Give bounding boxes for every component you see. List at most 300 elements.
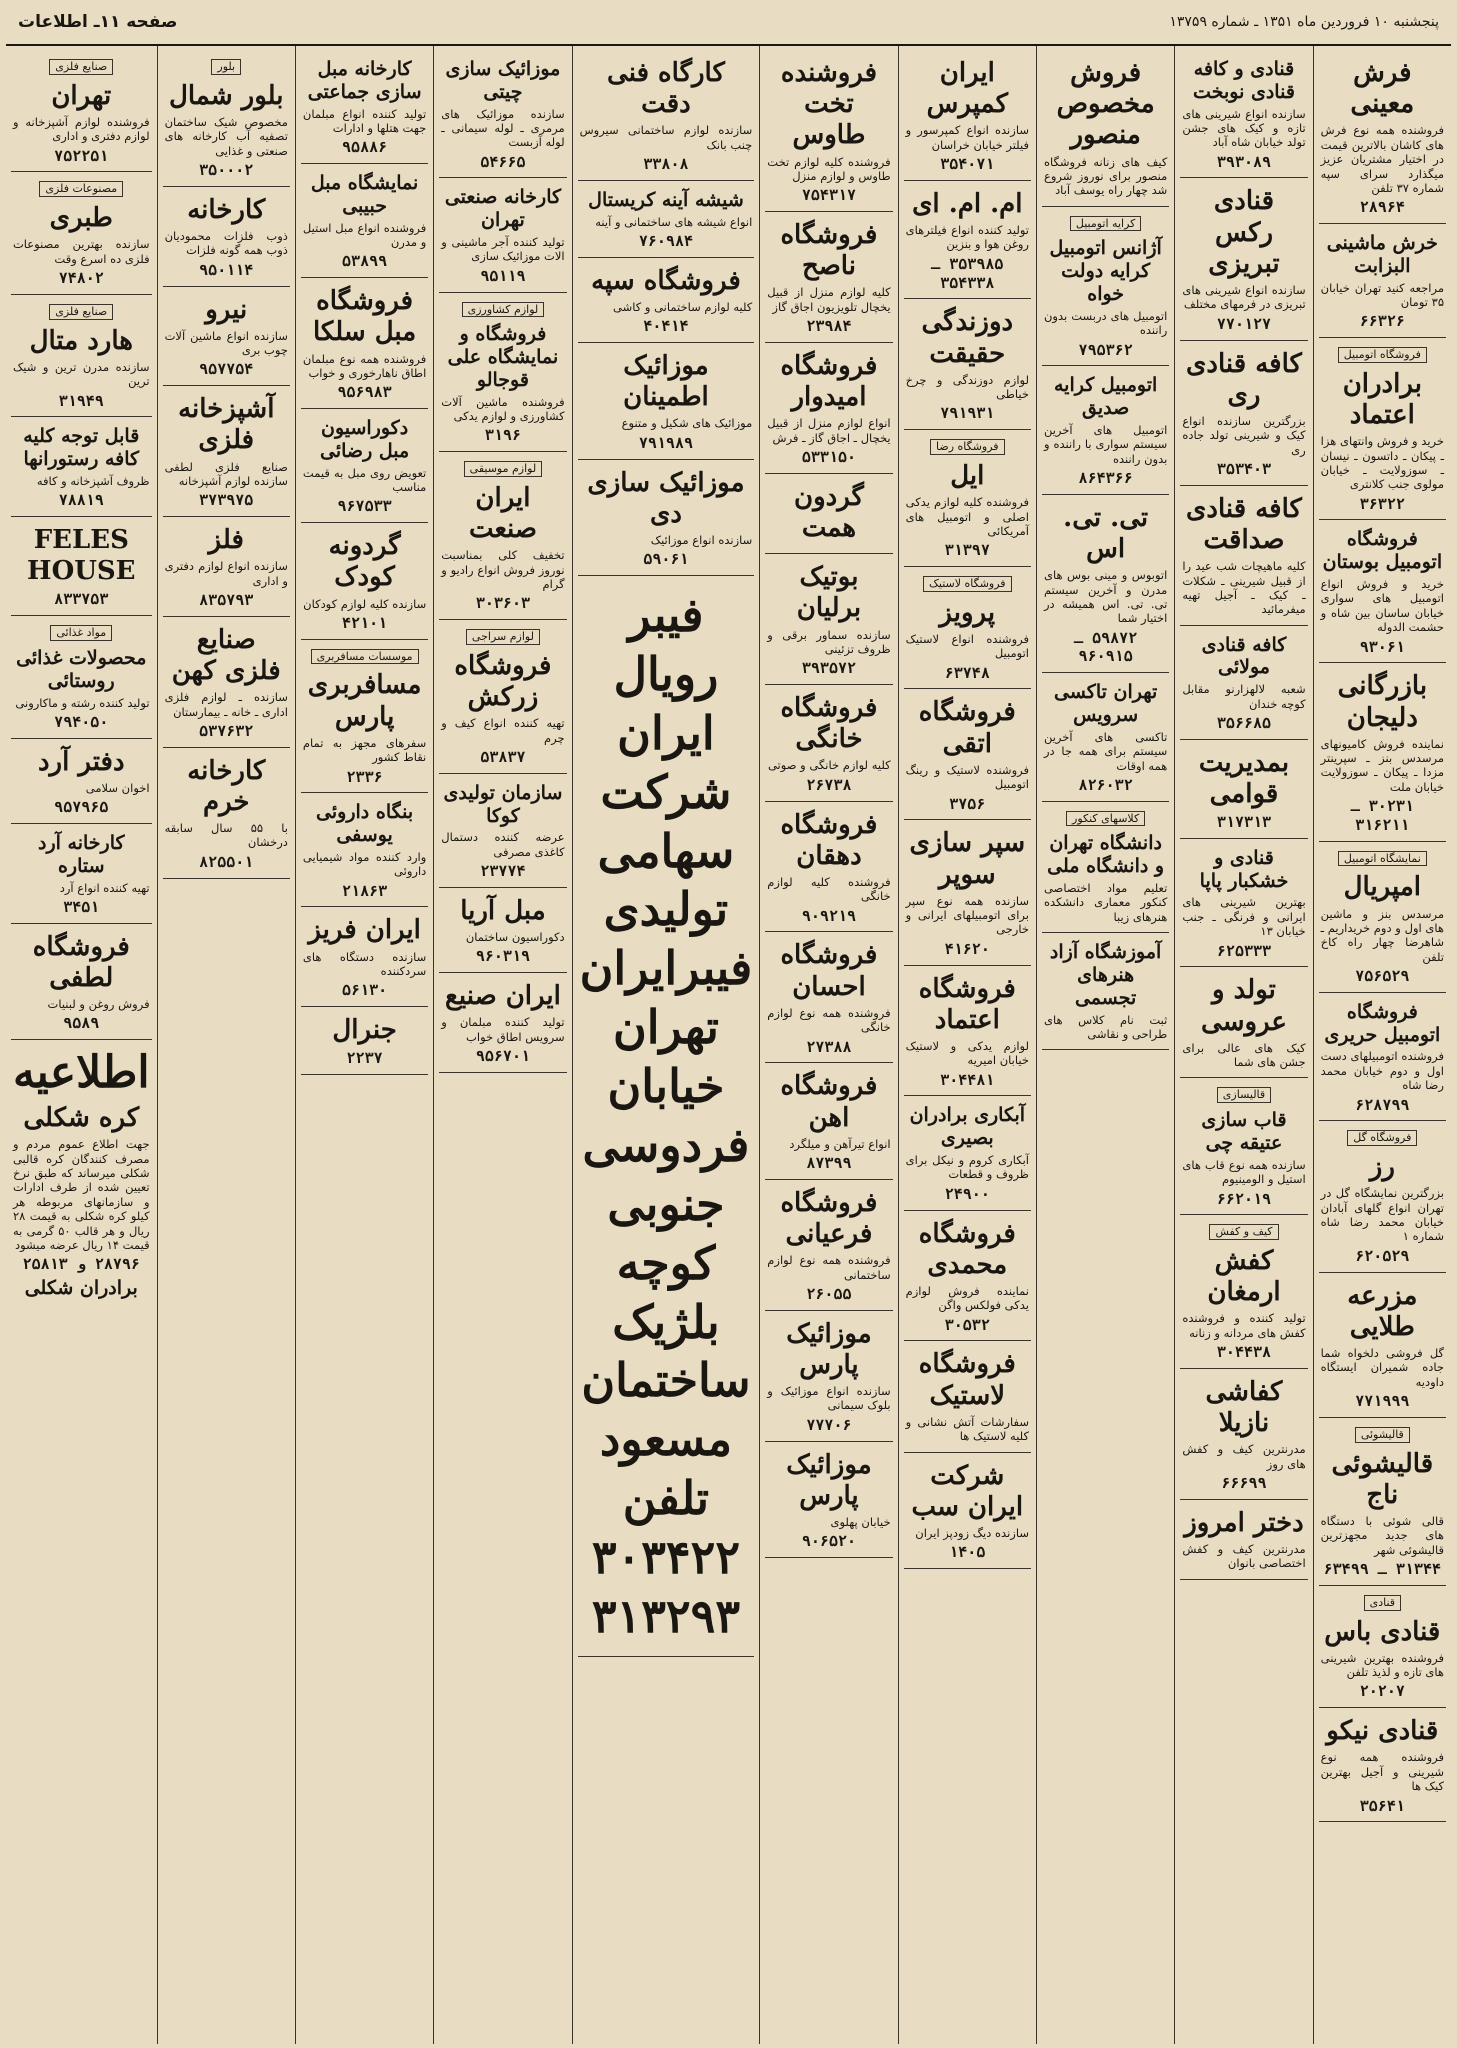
classified-ad xyxy=(301,640,428,794)
ad-body: کلیه ماهیچات شب عید را از قبیل شیرینی ـ شکلات ـ کیک ـ آجیل تهیه میفرمائید xyxy=(1182,559,1306,617)
ad-title: کارگاه فنی دقت xyxy=(607,58,725,120)
ad-title: قنادی و خشکبار پاپا xyxy=(1199,846,1289,892)
page-header xyxy=(6,0,1451,46)
ad-body: کلیه لوازم ساختمانی و کاشی xyxy=(613,299,753,314)
ad-phone: ۸۳۳۷۵۳ xyxy=(54,590,109,609)
ad-phone: ۳۶۳۲۲ xyxy=(1359,494,1405,513)
ad-body: سفارشات آتش نشانی و کلیه لاستیک ها xyxy=(905,1414,1029,1444)
classified-ad xyxy=(1180,50,1307,178)
classified-ad xyxy=(439,293,566,453)
ad-phone: ۷۹۱۹۸۹ xyxy=(638,433,694,452)
ad-phone: ۶۲۰۵۲۹ xyxy=(1355,1246,1410,1265)
ad-title: آژانس اتومبیل کرایه دولت خواه xyxy=(1049,237,1162,306)
ad-title: ایران فریز xyxy=(308,915,421,946)
ad-phone: ۲۳۳۶ xyxy=(346,767,383,786)
ad-body: سازنده انواع موزائیک و بلوک سیمانی xyxy=(767,1384,891,1413)
ad-body: تهیه کننده انواع آرد xyxy=(59,880,150,895)
classified-ad xyxy=(1319,1708,1446,1822)
ad-body: فروشنده همه نوع فرش های کاشان بالاترین قیمت در اختیار مشتریان عزیز میگذارد سرای سپه شماره ۳۷ تلفن xyxy=(1320,123,1444,195)
ad-body: وارد کننده مواد شیمیایی داروئی xyxy=(302,849,427,879)
ad-title: تی. تی. اس xyxy=(1063,502,1149,564)
ad-body: کیک های عالی برای جشن های شما xyxy=(1182,1040,1306,1070)
notice-phone: ۲۸۷۹۶ و ۲۵۸۱۳ xyxy=(22,1255,140,1274)
fiber-iran-line: جنوبی xyxy=(607,1176,725,1231)
classified-ad xyxy=(578,343,755,460)
ad-body: لوازم دوزندگی و چرخ خیاطی xyxy=(905,372,1029,402)
ad-body: فروشنده بهترین شیرینی های تازه و لذیذ تلفن xyxy=(1320,1650,1444,1680)
classified-ad xyxy=(1319,224,1446,338)
ad-phone: ۶۳۷۴۸ xyxy=(944,663,990,682)
ad-category: فروشگاه لاستیک xyxy=(923,576,1012,592)
classified-ad xyxy=(11,517,152,616)
ad-body: سازنده همه نوع سپر برای اتومبیلهای ایرانی و خارجی xyxy=(905,893,1029,937)
ad-body: ذوب فلزات محمودیان ذوب همه گونه فلزات xyxy=(164,229,288,258)
ad-body: سازنده انواع شیرینی های تبریزی در فرمهای مختلف xyxy=(1182,283,1306,312)
ad-category: مواد غذائی xyxy=(50,625,112,641)
classified-ad xyxy=(765,1180,892,1311)
classified-ad xyxy=(1180,178,1307,340)
ad-title: بنگاه داروئی یوسفی xyxy=(316,801,414,847)
ad-columns xyxy=(6,46,1451,2044)
ad-title: فروشگاه محمدی xyxy=(918,1218,1016,1280)
classified-ad xyxy=(578,181,755,258)
ad-body: نماینده فروش لوازم یدکی فولکس واگن xyxy=(905,1283,1029,1313)
ad-phone: ۹۶۰۳۱۹ xyxy=(475,947,531,966)
classified-ad xyxy=(301,278,428,409)
ad-category: نمایشگاه اتومبیل xyxy=(1338,851,1427,867)
ad-body: کیف های زنانه فروشگاه منصور برای نوروز شروع شد چهار راه یوسف آباد xyxy=(1043,154,1168,198)
ad-phone: ۲۶۷۳۸ xyxy=(806,775,852,794)
ad-phone: ۳۵۶۶۸۵ xyxy=(1216,714,1272,732)
classified-ad xyxy=(1319,993,1446,1121)
ad-category: لوازم کشاورزی xyxy=(462,302,545,318)
ad-title: آبکاری برادران بصیری xyxy=(909,1104,1026,1150)
ad-category: موسسات مسافربری xyxy=(311,649,419,665)
classified-ad xyxy=(765,802,892,933)
ad-body: بزرگترین نمایشگاه گل در تهران انواع گلهای آبادان خیابان محمد رضا شاه شماره ۱ xyxy=(1320,1186,1444,1244)
classified-ad xyxy=(11,417,152,517)
ad-phone: ۶۶۳۲۶ xyxy=(1359,312,1405,331)
ad-title: گردونه کودک xyxy=(328,531,401,593)
ad-phone: ۹۰۶۵۲۰ xyxy=(801,1532,857,1551)
ad-title: ایران کمپرس xyxy=(926,58,1008,120)
ad-title: فروشگاه احسان xyxy=(780,940,878,1002)
classified-ad xyxy=(578,460,755,577)
ad-body: انواع لوازم منزل از قبیل یخچال ـ اجاق گاز ـ فرش xyxy=(767,416,891,445)
fiber-iran-phone: ۳۱۳۲۹۳ xyxy=(591,1588,741,1643)
ad-phone: ۳۳۸۰۸ xyxy=(643,155,689,174)
ad-phone: ۳۱۳۹۷ xyxy=(944,541,990,560)
ad-phone: ۴۰۴۱۴ xyxy=(643,317,689,336)
ad-body: سازنده مدرن ترین و شیک ترین xyxy=(12,359,150,389)
fiber-iran-line: فردوسی xyxy=(582,1117,750,1172)
ad-category: صنایع فلزی xyxy=(49,59,113,75)
ad-phone: ۸۶۴۳۶۶ xyxy=(1078,469,1133,488)
ad-title: فروشگاه زرکش xyxy=(454,650,552,713)
ad-phone: ۹۵۸۹ xyxy=(63,1014,100,1033)
ad-title: ایران صنیع xyxy=(445,981,561,1012)
ad-category: قالیسازی xyxy=(1217,1087,1271,1103)
ad-title: کافه قنادی مولائی xyxy=(1201,633,1287,679)
ad-body: با ۵۵ سال سابقه درخشان xyxy=(164,821,288,850)
classified-ad xyxy=(765,685,892,802)
classified-ad xyxy=(11,295,152,417)
ad-phone: ۶۲۵۳۳۳ xyxy=(1216,941,1272,960)
ad-title: تهران تاکسی سرویس xyxy=(1053,681,1158,726)
ad-title: نمایشگاه مبل حبیبی xyxy=(310,172,419,217)
ad-phone: ۸۷۳۹۹ xyxy=(806,1154,852,1173)
ad-phone: ۹۵۶۷۰۱ xyxy=(475,1047,531,1066)
ad-body: سازنده لوازم ساختمانی سیروس چنب بانک xyxy=(579,123,753,152)
ad-body: سفرهای مجهز به تمام نقاط کشور xyxy=(302,735,427,765)
ad-category: لوازم موسیقی xyxy=(464,461,543,477)
ad-body: سازنده انواع موزائیک xyxy=(650,532,753,547)
ad-phone: ۳۰۴۴۸۱ xyxy=(940,1070,995,1089)
ad-body: تعویض روی مبل به قیمت مناسب xyxy=(302,465,427,495)
classified-ad xyxy=(1180,839,1307,967)
ad-title: فروشگاه سپه xyxy=(591,265,741,296)
ad-title: کفش ارمغان xyxy=(1207,1246,1281,1308)
fiber-iran-ad xyxy=(578,576,755,1657)
ad-title: امپریال xyxy=(1343,872,1422,903)
ad-title: قنادی رکس تبریزی xyxy=(1208,186,1280,279)
ad-body: سازنده موزائیک های مرمری ـ لوله سیمانی ـ لوله آزبست xyxy=(441,106,565,150)
classified-ad xyxy=(904,1453,1031,1570)
ad-title: دوزندگی حقیقت xyxy=(921,307,1014,369)
ad-body: کلیه لوازم خانگی و صوتی xyxy=(767,758,891,773)
ad-body: فروشنده کلیه لوازم تخت طاوس و لوازم منزل xyxy=(767,154,891,183)
ad-phone: ۳۹۳۰۸۹ xyxy=(1216,152,1272,171)
classified-ad xyxy=(1042,207,1169,367)
classified-ad xyxy=(439,973,566,1073)
classified-ad xyxy=(904,567,1031,689)
ad-body: سازنده انواع کمپرسور و فیلتر خیابان خراسان xyxy=(905,123,1029,152)
ad-body: لوازم یدکی و لاستیک خیابان امیریه xyxy=(905,1038,1029,1068)
ad-title: قالیشوئی ناج xyxy=(1331,1448,1434,1510)
page-label: صفحه ۱۱ـ اطلاعات xyxy=(18,12,178,32)
ad-body: موزائیک های شکیل و متنوع xyxy=(621,416,753,431)
ad-phone: ۷۴۸۰۲ xyxy=(58,269,104,288)
ad-title: مسافربری پارس xyxy=(307,670,422,732)
ad-body: سازنده کلیه لوازم کودکان xyxy=(303,596,427,611)
fiber-iran-line: خیابان xyxy=(607,1059,725,1114)
ad-title: پرویز xyxy=(939,597,996,628)
ad-body: تولید کننده مبلمان و سرویس اطاق خواب xyxy=(441,1015,565,1044)
ad-phone: ۵۳۸۹۹ xyxy=(342,252,388,271)
ad-category: کیف و کفش xyxy=(1209,1224,1278,1240)
ad-phone: ۳۷۳۹۷۵ xyxy=(199,491,254,510)
ad-title: دکوراسیون مبل رضائی xyxy=(320,417,410,462)
ad-title: موزائیک سازی چیتی xyxy=(445,58,561,103)
ad-title: تولد و عروسی xyxy=(1201,975,1287,1037)
ad-body: خیابان پهلوی xyxy=(830,1514,891,1529)
ad-title: صنایع فلزی کهن xyxy=(171,624,281,686)
ad-phone: ۲۶۰۵۵ xyxy=(806,1284,852,1303)
classified-ad xyxy=(765,1311,892,1442)
ad-phone: ۳۵۶۴۱ xyxy=(1359,1796,1405,1815)
ad-title: کارخانه مبل سازی جماعتی xyxy=(307,58,422,103)
ad-title: رز xyxy=(1369,1152,1395,1183)
ad-title: فروشگاه اهن xyxy=(780,1071,878,1133)
ad-body: فروشنده انواع مبل استیل و مدرن xyxy=(302,220,427,250)
ad-body: تهیه کننده انواع کیف و چرم xyxy=(441,716,565,745)
column-5 xyxy=(759,46,897,2044)
ad-title: بازرگانی دلیجان xyxy=(1337,671,1428,733)
ad-category: مصنوعات فلزی xyxy=(39,181,123,197)
ad-category: بلور xyxy=(211,59,241,75)
ad-phone: ۴۲۱۰۱ xyxy=(342,613,388,632)
ad-body: انواع شیشه های ساختمانی و آینه xyxy=(595,214,753,229)
ad-title: سازمان تولیدی کوکا xyxy=(443,781,563,827)
ad-phone: ۲۸۹۶۴ xyxy=(1359,198,1405,217)
classified-ad xyxy=(578,258,755,343)
ad-body: بهترین شیرینی های ایرانی و فرنگی ـ جنب خیابان ۱۳ xyxy=(1182,895,1306,939)
ad-phone: ۲۷۳۸۸ xyxy=(806,1037,852,1056)
ad-body: فروشنده همه نوع شیرینی و آجیل بهترین کیک ها xyxy=(1320,1750,1444,1794)
ad-phone: ۳۵۴۰۷۱ xyxy=(940,155,995,174)
column-1 xyxy=(1313,46,1451,2044)
ad-title: مبل آریا xyxy=(460,895,546,926)
ad-body: فروشنده اتومبیلهای دست اول و دوم خیابان محمد رضا شاه xyxy=(1320,1049,1444,1093)
ad-phone: ۷۵۶۵۲۹ xyxy=(1355,967,1410,986)
classified-ad xyxy=(765,932,892,1063)
ad-body: صنایع فلزی لطفی سازنده لوازم آشپزخانه xyxy=(164,459,288,488)
ad-phone: ۵۹۸۷۲ ـ ۹۶۰۹۱۵ xyxy=(1074,628,1138,666)
ad-body: فروش روغن و لبنیات xyxy=(47,997,150,1012)
ad-title: آموزشگاه آزاد هنرهای تجسمی xyxy=(1049,941,1162,1009)
classified-ad xyxy=(904,430,1031,567)
ad-phone: ۷۹۵۳۶۲ xyxy=(1078,340,1133,359)
ad-title: بوتیک برلیان xyxy=(796,562,862,624)
ad-title: کافه قنادی ری xyxy=(1186,348,1302,410)
ad-title: آشپزخانه فلزی xyxy=(178,394,275,456)
ad-body: تولید کننده و فروشنده کفش های مردانه و زنانه xyxy=(1182,1311,1306,1340)
ad-body: قالی شوئی با دستگاه های جدید مجهزترین قالیشوئی شهر xyxy=(1320,1513,1444,1557)
ad-title: فروشگاه لطفی xyxy=(32,931,130,993)
ad-body: مدرنترین کیف و کفش های روز xyxy=(1182,1442,1306,1471)
ad-category: فروشگاه رضا xyxy=(930,439,1005,455)
classified-ad xyxy=(1319,842,1446,993)
ad-body: اتومبیل های آخرین سیستم سواری با راننده و بدون راننده xyxy=(1043,422,1168,466)
ad-title: کارخانه xyxy=(187,194,266,225)
classified-ad xyxy=(301,793,428,907)
classified-ad xyxy=(163,187,290,287)
ad-phone: ۳۰۳۶۰۳ xyxy=(475,594,531,613)
ad-body: تولید کننده آجر ماشینی و الات موزائیک سازی xyxy=(441,235,565,264)
ad-phone: ۳۵۳۴۰۳ xyxy=(1216,460,1272,479)
ad-body: انواع تیرآهن و میلگرد xyxy=(789,1136,891,1151)
ad-title: قنادی باس xyxy=(1324,1616,1441,1647)
ad-body: تولید کننده انواع فیلترهای روغن هوا و بنزین xyxy=(905,223,1029,252)
ad-phone: ۴۱۶۲۰ xyxy=(944,939,990,958)
ad-phone: ۳۵۰۰۰۲ xyxy=(199,161,254,180)
ad-phone: ۳۵۳۹۸۵ ـ ۳۵۴۳۳۸ xyxy=(931,254,1004,292)
fiber-iran-line: ایران xyxy=(617,705,715,760)
ad-phone: ۷۷۱۹۹۹ xyxy=(1355,1392,1410,1411)
ad-title: موزائیک پارس xyxy=(786,1318,872,1380)
ad-phone: ۹۶۷۵۳۳ xyxy=(337,497,392,516)
classified-ad xyxy=(765,50,892,212)
classified-ad xyxy=(11,172,152,294)
ad-title: دختر امروز xyxy=(1184,1507,1304,1538)
classified-ad xyxy=(904,299,1031,430)
column-6 xyxy=(572,46,760,2044)
classified-ad xyxy=(163,748,290,879)
ad-body: فروشنده همه نوع لوازم ساختمانی xyxy=(767,1253,891,1282)
ad-body: سازنده انواع لوازم دفتری و اداری xyxy=(164,559,288,588)
column-3 xyxy=(1036,46,1174,2044)
ad-title: فروشگاه امیدوار xyxy=(780,350,878,413)
ad-phone: ۶۶۶۹۹ xyxy=(1221,1474,1267,1493)
ad-body: سازنده سماور برقی و ظروف تزئینی xyxy=(767,627,891,656)
column-8 xyxy=(295,46,433,2044)
ad-category: صنایع فلزی xyxy=(49,304,113,320)
classified-ad xyxy=(301,907,428,1007)
ad-body: فروشنده همه نوع لوازم خانگی xyxy=(767,1005,891,1035)
ad-phone: ۹۵۷۹۶۵ xyxy=(54,798,109,817)
ad-body: سازنده دیگ زودپز ایران xyxy=(915,1525,1029,1540)
ad-title: موزائیک پارس xyxy=(786,1449,872,1511)
classified-ad xyxy=(1180,1078,1307,1215)
notice-title: اطلاعیه xyxy=(12,1047,150,1099)
classified-ad xyxy=(11,739,152,824)
ad-body: دکوراسیون ساختمان xyxy=(465,930,565,945)
classified-ad xyxy=(163,50,290,187)
classified-ad xyxy=(301,409,428,523)
ad-body: عرضه کننده دستمال کاغذی مصرفی xyxy=(441,830,565,859)
classified-ad xyxy=(1319,1586,1446,1708)
column-10 xyxy=(6,46,157,2044)
ad-title: فروشگاه اتقی xyxy=(918,697,1016,759)
classified-ad xyxy=(765,343,892,474)
ad-body: سازنده ـ لوازم فلزی اداری ـ خانه ـ بیمارستان xyxy=(164,690,288,719)
classified-ad xyxy=(439,774,566,888)
ad-phone: ۵۹۰۶۱ xyxy=(643,550,689,569)
classified-ad xyxy=(1180,1369,1307,1500)
classified-ad xyxy=(904,1341,1031,1452)
ad-title: فروشگاه مبل سلکا xyxy=(313,286,417,348)
ad-body: تخفیف کلی بمناسبت نوروز فروش انواع رادیو و گرام xyxy=(441,548,565,592)
ad-phone: ۳۴۵۱ xyxy=(63,897,100,916)
ad-title: کافه قنادی صداقت xyxy=(1186,493,1302,555)
ad-phone: ۷۷۰۱۲۷ xyxy=(1216,314,1272,333)
ad-phone: ۹۵۸۸۶ xyxy=(342,138,388,157)
ad-title: بلور شمال xyxy=(168,80,284,111)
ad-body: فروشنده لوازم آشپزخانه و لوازم دفتری و اداری xyxy=(12,114,150,144)
ad-title: دفتر آرد xyxy=(37,746,125,777)
ad-title: تهران xyxy=(51,80,112,111)
ad-category: فروشگاه اتومبیل xyxy=(1338,347,1427,363)
ad-phone: ۶۶۲۰۱۹ xyxy=(1216,1189,1272,1208)
ad-title: شیشه آینه کریستال xyxy=(588,188,744,211)
classified-ad xyxy=(1180,341,1307,486)
classified-ad xyxy=(11,824,152,924)
ad-body: تولید کننده انواع مبلمان جهت هتلها و ادارات xyxy=(302,106,427,135)
notice-ad xyxy=(11,1040,152,1309)
classified-ad xyxy=(1180,740,1307,839)
ad-phone: ۸۳۵۷۹۳ xyxy=(199,591,254,609)
ad-body: اتوبوس و مینی بوس های مدرن و آخرین سیستم تی. تی. اس همیشه در اختیار شما xyxy=(1043,568,1168,626)
ad-title: فروشگاه و نمایشگاه علی قوجالو xyxy=(447,323,559,391)
ad-phone: ۵۴۶۶۵ xyxy=(480,152,526,171)
ad-phone: ۲۴۹۰۰ xyxy=(944,1184,990,1203)
classified-ad xyxy=(1319,338,1446,520)
ad-body: نماینده فروش کامیونهای مرسدس بنز ـ سپرینتر مزدا ـ پیکان ـ سوزولایت خیابان ملت xyxy=(1320,736,1444,794)
classified-ad xyxy=(1180,486,1307,626)
classified-ad xyxy=(439,178,566,292)
classified-ad xyxy=(1319,520,1446,663)
ad-category: فروشگاه گل xyxy=(1347,1130,1417,1146)
fiber-iran-line: سهامی xyxy=(597,823,735,878)
ad-body: تاکسی های آخرین سیستم برای همه جا در همه اوقات xyxy=(1043,729,1168,773)
classified-ad xyxy=(1042,933,1169,1050)
classified-ad xyxy=(904,966,1031,1097)
ad-body: شعبه لالهزارنو مقابل کوچه خندان xyxy=(1182,682,1306,711)
ad-title: قنادی نیکو xyxy=(1326,1716,1439,1747)
fiber-iran-line: فیبرایران xyxy=(579,941,753,996)
ad-body: فروشنده ماشین آلات کشاورزی و لوازم یدکی xyxy=(441,394,565,424)
ad-phone: ۳۱۳۴۴ ـ ۶۳۴۹۹ xyxy=(1323,1560,1442,1579)
classified-ad xyxy=(904,181,1031,299)
ad-title: جنرال xyxy=(332,1015,397,1046)
classified-ad xyxy=(765,474,892,554)
classified-ad xyxy=(1319,50,1446,224)
ad-body: خرید و فروش وانتهای هزا ـ پیکان ـ داتسون ـ نیسان ـ سوزولایت ـ خیابان مولوی جنب کلانتری xyxy=(1320,434,1444,492)
ad-title: ام. ام. ای xyxy=(912,188,1023,219)
ad-body: مدرنترین کیف و کفش اختصاصی بانوان xyxy=(1182,1542,1306,1571)
classified-ad xyxy=(439,452,566,620)
ad-title: فروشگاه خانگی xyxy=(780,693,878,755)
classified-ad xyxy=(1042,366,1169,494)
ad-body: فروشنده لاستیک و رینگ اتومبیل xyxy=(905,762,1029,792)
notice-subtitle: کره شکلی xyxy=(23,1103,140,1134)
ad-title: فروشگاه لاستیک xyxy=(918,1349,1016,1411)
ad-title: کارخانه صنعتی تهران xyxy=(444,186,562,232)
ad-phone: ۶۲۸۷۹۹ xyxy=(1355,1095,1410,1114)
ad-body: سازنده بهترین مصنوعات فلزی ده اسرع وقت xyxy=(12,237,150,266)
ad-title: فروشگاه اتومبیل بوستان xyxy=(1322,528,1443,574)
ad-body: سازنده انواع ماشین آلات چوب بری xyxy=(164,328,288,358)
classified-ad xyxy=(439,50,566,178)
fiber-iran-line: ساختمان xyxy=(581,1353,751,1408)
ad-title: بمدیریت قوامی xyxy=(1198,747,1290,809)
ad-phone: ۸۲۶۰۳۲ xyxy=(1078,775,1133,794)
ad-title: مزرعه طلایی xyxy=(1347,1280,1418,1342)
classified-ad xyxy=(301,1007,428,1075)
ad-title: فروشگاه دهقان xyxy=(780,809,878,871)
classified-ad xyxy=(904,820,1031,965)
ad-title: موزائیک اطمینان xyxy=(623,351,709,413)
ad-title: طبری xyxy=(49,203,113,234)
ad-category: کلاسهای کنکور xyxy=(1066,811,1145,827)
classified-ad xyxy=(439,620,566,774)
ad-body: فروشنده انواع لاستیک اتومبیل xyxy=(905,631,1029,661)
fiber-iran-phone: ۳۰۳۴۲۲ xyxy=(591,1530,741,1585)
ad-phone: ۳۰۴۴۳۸ xyxy=(1216,1343,1272,1362)
ad-body: کلیه لوازم منزل از قبیل یخچال تلویزیون اجاق گاز xyxy=(767,285,891,314)
ad-body: تولید کننده رشته و ماکارونی xyxy=(15,695,150,710)
fiber-iran-line: کوچه xyxy=(616,1235,716,1290)
ad-title: ایل xyxy=(950,460,985,491)
ad-phone: ۲۳۹۸۴ xyxy=(806,317,852,336)
ad-title: فلز xyxy=(208,525,244,556)
ad-title: هارد متال xyxy=(29,325,133,356)
ad-title: فرش معینی xyxy=(1350,58,1415,120)
classified-ad xyxy=(1042,673,1169,801)
ad-category: کرایه اتومبیل xyxy=(1070,216,1141,232)
classified-ad xyxy=(1319,1418,1446,1586)
ad-title: قاب سازی عتیقه چی xyxy=(1201,1109,1287,1155)
